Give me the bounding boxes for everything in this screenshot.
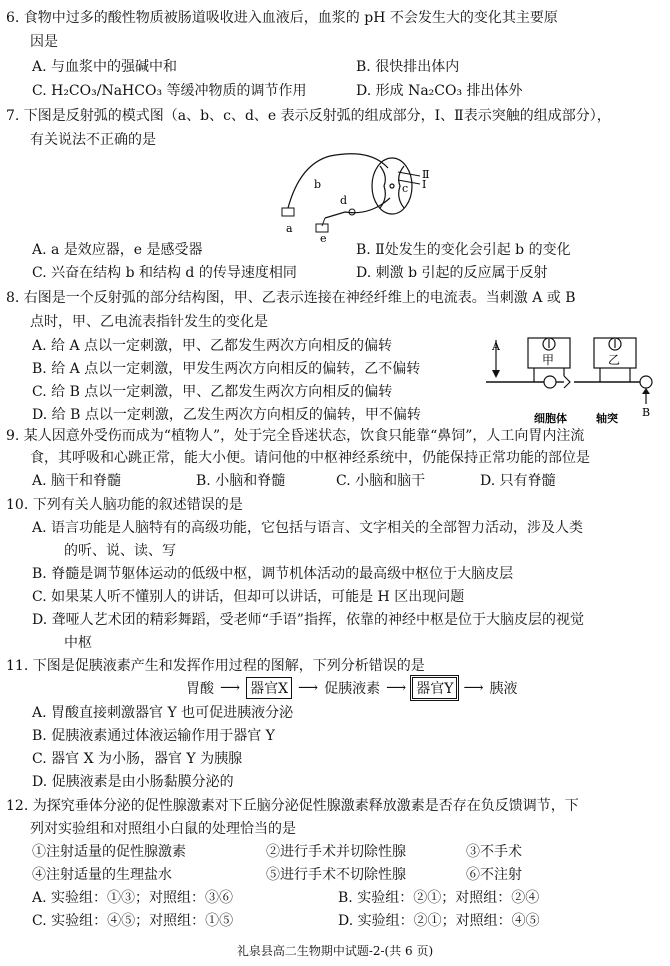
q12-choice-1: ①注射适量的促性腺激素: [32, 844, 186, 860]
q11-option-c: C. 器官 X 为小肠，器官 Y 为胰腺: [32, 751, 243, 767]
label-ii: Ⅱ: [422, 168, 430, 181]
q12-option-b: B. 实验组：②①；对照组：②④: [338, 890, 540, 906]
efferent-nerve-b: [288, 154, 388, 208]
q7-option-a: A. a 是效应器，e 是感受器: [32, 242, 203, 258]
page-footer: 礼泉县高二生物期中试题-2-(共 6 页): [236, 944, 434, 958]
q12-stem-line2: 列对实验组和对照组小白鼠的处理恰当的是: [30, 821, 296, 837]
cell-body-label: 细胞体: [534, 412, 567, 425]
flow-organ-x-box: 器官X: [246, 677, 292, 699]
q10-option-d-line2: 中枢: [64, 635, 92, 651]
q11-option-b: B. 促胰液素通过体液运输作用于器官 Y: [32, 728, 275, 744]
q12-option-a: A. 实验组：①③；对照组：③⑥: [32, 890, 234, 906]
label-d: d: [340, 194, 348, 207]
stimulus-b-label: B: [642, 406, 651, 419]
q12-option-d: D. 实验组：②①；对照组：④⑤: [338, 913, 540, 929]
q11-flow-diagram: [186, 676, 518, 700]
flow-gastric-acid: 胃酸: [186, 681, 214, 697]
q8-stem-line1: 8. 右图是一个反射弧的部分结构图，甲、乙表示连接在神经纤维上的电流表。当刺激 A 或 B: [6, 290, 576, 306]
synapse-mark: [564, 376, 570, 388]
q7-reflex-arc-figure: [270, 146, 450, 245]
label-c: c: [402, 182, 409, 195]
q10-option-a-line2: 的听、说、读、写: [64, 543, 176, 559]
axon-label: 轴突: [596, 412, 618, 425]
axon-terminal: [640, 376, 652, 388]
q12-choice-4: ④注射适量的生理盐水: [32, 867, 172, 883]
q7-stem-line2: 有关说法不正确的是: [30, 132, 156, 148]
q11-stem: 11. 下图是促胰液素产生和发挥作用过程的图解，下列分析错误的是: [6, 658, 425, 674]
q7-option-d: D. 刺激 b 引起的反应属于反射: [356, 265, 548, 281]
flow-pancreatic-juice: 胰液: [489, 681, 518, 697]
q9-option-c: C. 小脑和脑干: [336, 473, 426, 489]
meter-yi-label: 乙: [608, 353, 621, 367]
q8-option-d: D. 给 B 点以一定刺激，乙发生两次方向相反的偏转，甲不偏转: [32, 407, 421, 423]
q8-option-a: A. 给 A 点以一定刺激，甲、乙都发生两次方向相反的偏转: [32, 338, 393, 354]
q9-option-d: D. 只有脊髓: [480, 473, 556, 489]
q6-option-a: A. 与血浆中的强碱中和: [32, 59, 178, 75]
label-i: Ⅰ: [422, 178, 427, 191]
q11-option-d: D. 促胰液素是由小肠黏膜分泌的: [32, 774, 234, 790]
flow-organ-y-box: 器官Y: [412, 677, 457, 699]
q11-option-a: A. 胃酸直接刺激器官 Y 也可促进胰液分泌: [32, 705, 294, 721]
q8-option-c: C. 给 B 点以一定刺激，甲、乙都发生两次方向相反的偏转: [32, 384, 393, 400]
q6-option-c: C. H₂CO₃/NaHCO₃ 等缓冲物质的调节作用: [32, 83, 307, 99]
flow-secretin: 促胰液素: [324, 681, 381, 697]
q12-choice-5: ⑤进行手术不切除性腺: [266, 867, 406, 883]
q7-option-b: B. Ⅱ处发生的变化会引起 b 的变化: [356, 242, 571, 258]
q12-option-c: C. 实验组：④⑤；对照组：①⑤: [32, 913, 234, 929]
q8-neuron-galvanometer-figure: [482, 332, 660, 428]
q10-option-b: B. 脊髓是调节躯体运动的低级中枢，调节机体活动的最高级中枢位于大脑皮层: [32, 566, 514, 582]
flow-arrow-icon: ⟶: [220, 680, 241, 696]
q7-option-c: C. 兴奋在结构 b 和结构 d 的传导速度相同: [32, 265, 297, 281]
q10-stem: 10. 下列有关人脑功能的叙述错误的是: [6, 497, 243, 513]
flow-arrow-icon: ⟶: [463, 680, 484, 696]
q6-stem-line2: 因是: [30, 34, 58, 50]
label-e: e: [320, 232, 327, 245]
flow-arrow-icon: ⟶: [386, 680, 407, 696]
q7-stem-line1: 7. 下图是反射弧的模式图（a、b、c、d、e 表示反射弧的组成部分，Ⅰ、Ⅱ表示突触的组成部分），: [6, 108, 611, 124]
flow-arrow-icon: ⟶: [298, 680, 319, 696]
q8-option-b: B. 给 A 点以一定刺激，甲发生两次方向相反的偏转，乙不偏转: [32, 361, 421, 377]
meter-jia-label: 甲: [542, 353, 555, 367]
q8-stem-line2: 点时，甲、乙电流表指针发生的变化是: [30, 314, 268, 330]
q6-option-b: B. 很快排出体内: [356, 59, 460, 75]
q12-choice-6: ⑥不注射: [466, 867, 522, 883]
label-a: a: [286, 222, 293, 235]
q10-option-c: C. 如果某人听不懂别人的讲话，但却可以讲话，可能是 H 区出现问题: [32, 589, 465, 605]
q12-stem-line1: 12. 为探究垂体分泌的促性腺激素对下丘脑分泌促性腺激素释放激素是否存在负反馈调节，下: [6, 798, 579, 814]
effector-a-box: [282, 208, 294, 216]
q6-stem-line1: 6. 食物中过多的酸性物质被肠道吸收进入血液后，血浆的 pH 不会发生大的变化其主要原: [6, 10, 558, 26]
q10-option-a-line1: A. 语言功能是人脑特有的高级功能，它包括与语言、文字相关的全部智力活动，涉及人类: [32, 520, 584, 536]
stimulus-a-label: A: [492, 340, 500, 353]
label-b: b: [314, 178, 322, 191]
q10-option-d-line1: D. 聋哑人艺术团的精彩舞蹈，受老师“手语”指挥，依靠的神经中枢是位于大脑皮层的视觉: [32, 612, 584, 628]
cell-body: [544, 376, 556, 388]
q12-choice-2: ②进行手术并切除性腺: [266, 844, 406, 860]
q9-stem-line2: 食，其呼吸和心跳正常，能大小便。请问他的中枢神经系统中，仍能保持正常功能的部位是: [30, 450, 590, 466]
q12-choice-3: ③不手术: [466, 844, 522, 860]
q6-option-d: D. 形成 Na₂CO₃ 排出体外: [356, 83, 523, 99]
q9-stem-line1: 9. 某人因意外受伤而成为“植物人”，处于完全昏迷状态，饮食只能靠“鼻饲”，人工向胃内注流: [6, 428, 585, 444]
q9-option-a: A. 脑干和脊髓: [32, 473, 122, 489]
q9-option-b: B. 小脑和脊髓: [196, 473, 286, 489]
